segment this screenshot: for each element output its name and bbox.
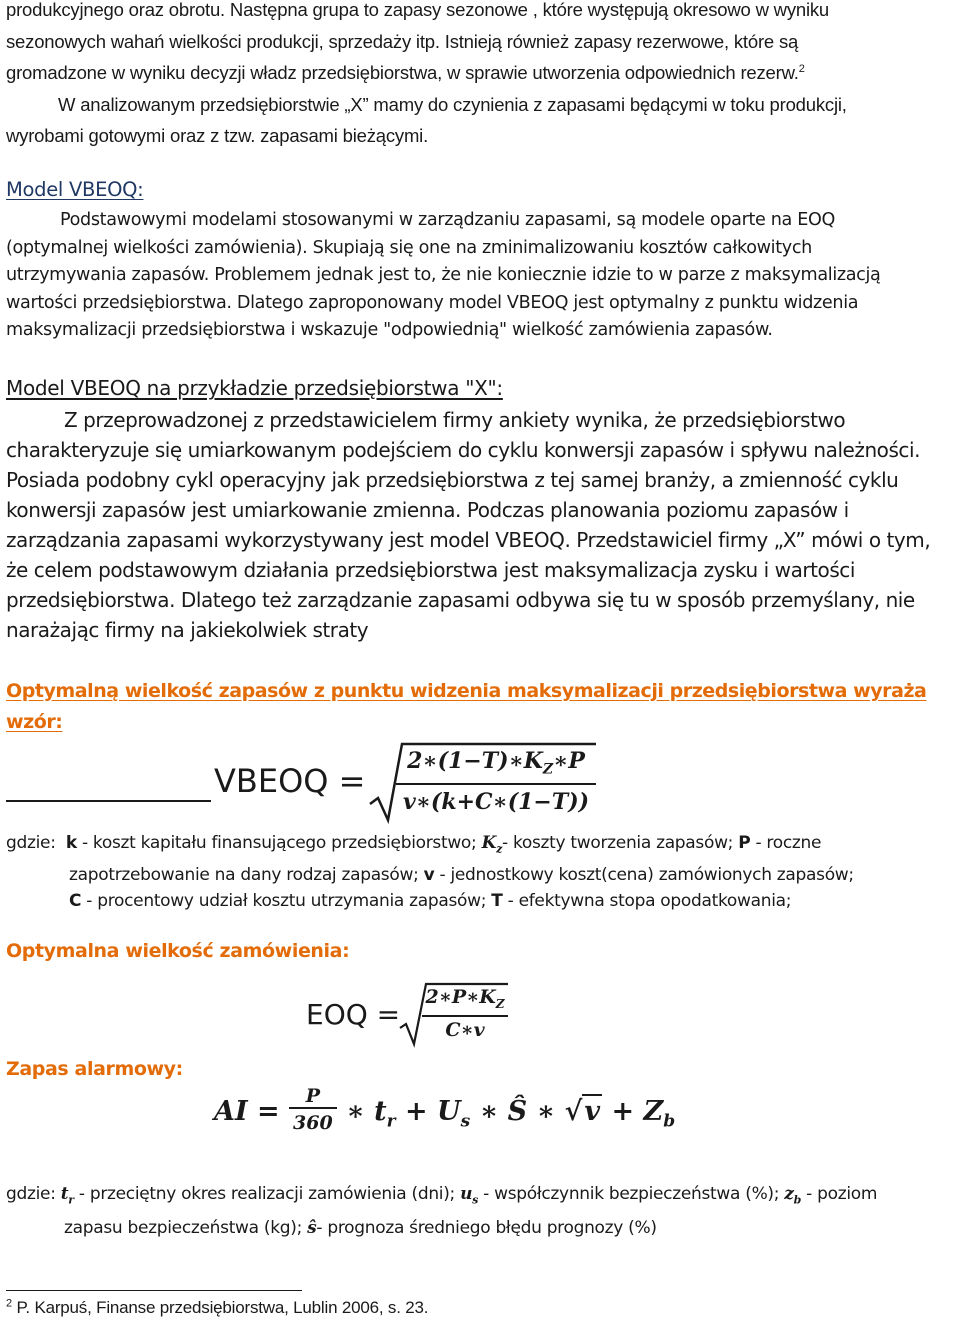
intro-line: gromadzone w wyniku decyzji władz przedsiębiorstwa, w sprawie utworzenia odpowiednich rezerw.$^2$ [6,62,805,83]
section-heading-alarm: Zapas alarmowy: [6,1058,183,1080]
formula-legend: gdzie: k - koszt kapitału finansującego przedsiębiorstwo; $K_z-$ koszty tworzenia zapasów; P - roczne zapotrzebowanie na dany rodzaj zapasów; v - jednostkowy koszt(cena) zamówionych zapasów; C - procentowy udział kosztu utrzymania zapasów; T - efektywna stopa opodatkowania; [6,833,854,912]
paragraph-line: zarządzania zapasami wykorzystywany jest model VBEOQ. Przedstawiciel firmy „X” mówi o tym, [6,528,931,552]
paragraph-line: Posiada podobny cykl operacyjny jak przedsiębiorstwa z tej samej branży, a zmienność cyklu [6,468,899,492]
paragraph-line: charakteryzuje się umiarkowanym podejściem do cyklu konwersji zapasów i spływu należności. [6,438,920,462]
alarm-fraction: $\frac{P}{360}$ [289,1085,337,1134]
section-heading-eoq: Optymalna wielkość zamówienia: [6,940,350,962]
intro-line: wyrobami gotowymi oraz z tzw. zapasami bieżącymi. [6,125,429,146]
blank-line [6,800,211,802]
vbeoq-numerator: $2∗(1-T)∗K_Z∗P$ [396,748,596,785]
paragraph-line: (optymalnej wielkości zamówienia). Skupiają się one na zminimalizowaniu kosztów całkowitych [6,237,812,258]
footnote-separator [6,1290,302,1291]
paragraph-line: konwersji zapasów jest umiarkowanie zmienna. Podczas planowania poziomu zapasów i [6,498,849,522]
intro-paragraph [6,0,958,152]
vbeoq-lhs: VBEOQ = [214,762,366,800]
intro-line: sezonowych wahań wielkości produkcji, sprzedaży itp. Istnieją również zapasy rezerwowe, które są [6,30,799,52]
footnote-number: 2 [6,1297,12,1310]
eoq-fraction [422,986,508,1041]
paragraph-line: przedsiębiorstwa. Dlatego też zarządzanie zapasami odbywa się tu w sposób przemyślany, nie [6,588,915,612]
paragraph-line: że celem podstawowym działania przedsiębiorstwa jest maksymalizacja zysku i wartości [6,558,855,582]
formula-legend: gdzie: $t_r$ - przeciętny okres realizacji zamówienia (dni); $u_s$ - współczynnik bezpieczeństwa (%); $z_b$ - poziom zapasu bezpieczeństwa (kg); ŝ- prognoza średniego błędu prognozy (%) [6,1184,878,1239]
footnote-text: P. Karpuś, Finanse przedsiębiorstwa, Lublin 2006, s. 23. [11,1298,429,1317]
paragraph-line: utrzymywania zapasów. Problemem jednak jest to, że nie koniecznie idzie to w parze z maksymalizacją [6,265,881,285]
section-heading-example: Model VBEOQ na przykładzie przedsiębiorstwa "X": [6,376,503,400]
vbeoq-paragraph [6,207,958,345]
example-paragraph [6,405,958,645]
intro-line: produkcyjnego oraz obrotu. Następna grupa to zapasy sezonowe , które występują okresowo w wyniku [6,0,830,20]
paragraph-line: Podstawowymi modelami stosowanymi w zarządzaniu zapasami, są modele oparte na EOQ [60,210,835,230]
eoq-denominator: C∗v [445,1018,485,1041]
section-heading-optimal: Optymalną wielkość zapasów z punktu widzenia maksymalizacji przedsiębiorstwa wyraża wzór: [6,680,927,733]
footnote-ref[interactable]: 2 [798,62,805,75]
alarm-formula: AI = $\frac{P}{360}$ ∗ $t_r + U_s$ ∗ Ŝ ∗ $√v + Z_b$ [214,1085,676,1134]
vbeoq-fraction [396,748,596,815]
eoq-lhs: EOQ = [306,998,401,1031]
footnote [6,1298,428,1318]
eoq-numerator: $2∗P∗K_Z$ [422,986,508,1017]
section-heading-vbeoq: Model VBEOQ: [6,178,144,201]
paragraph-line: wartości przedsiębiorstwa. Dlatego zaproponowany model VBEOQ jest optymalny z punktu widzenia [6,292,859,313]
paragraph-line: narażając firmy na jakiekolwiek straty [6,618,369,642]
paragraph-line: maksymalizacji przedsiębiorstwa i wskazuje "odpowiednią" wielkość zamówienia zapasów. [6,320,773,340]
vbeoq-denominator: v∗(k+C∗(1−T)) [402,789,590,816]
intro-line: W analizowanym przedsiębiorstwie „X” mamy do czynienia z zapasami będącymi w toku produkcji, [58,93,847,115]
paragraph-line: Z przeprowadzonej z przedstawicielem firmy ankiety wynika, że przedsiębiorstwo [64,408,846,432]
